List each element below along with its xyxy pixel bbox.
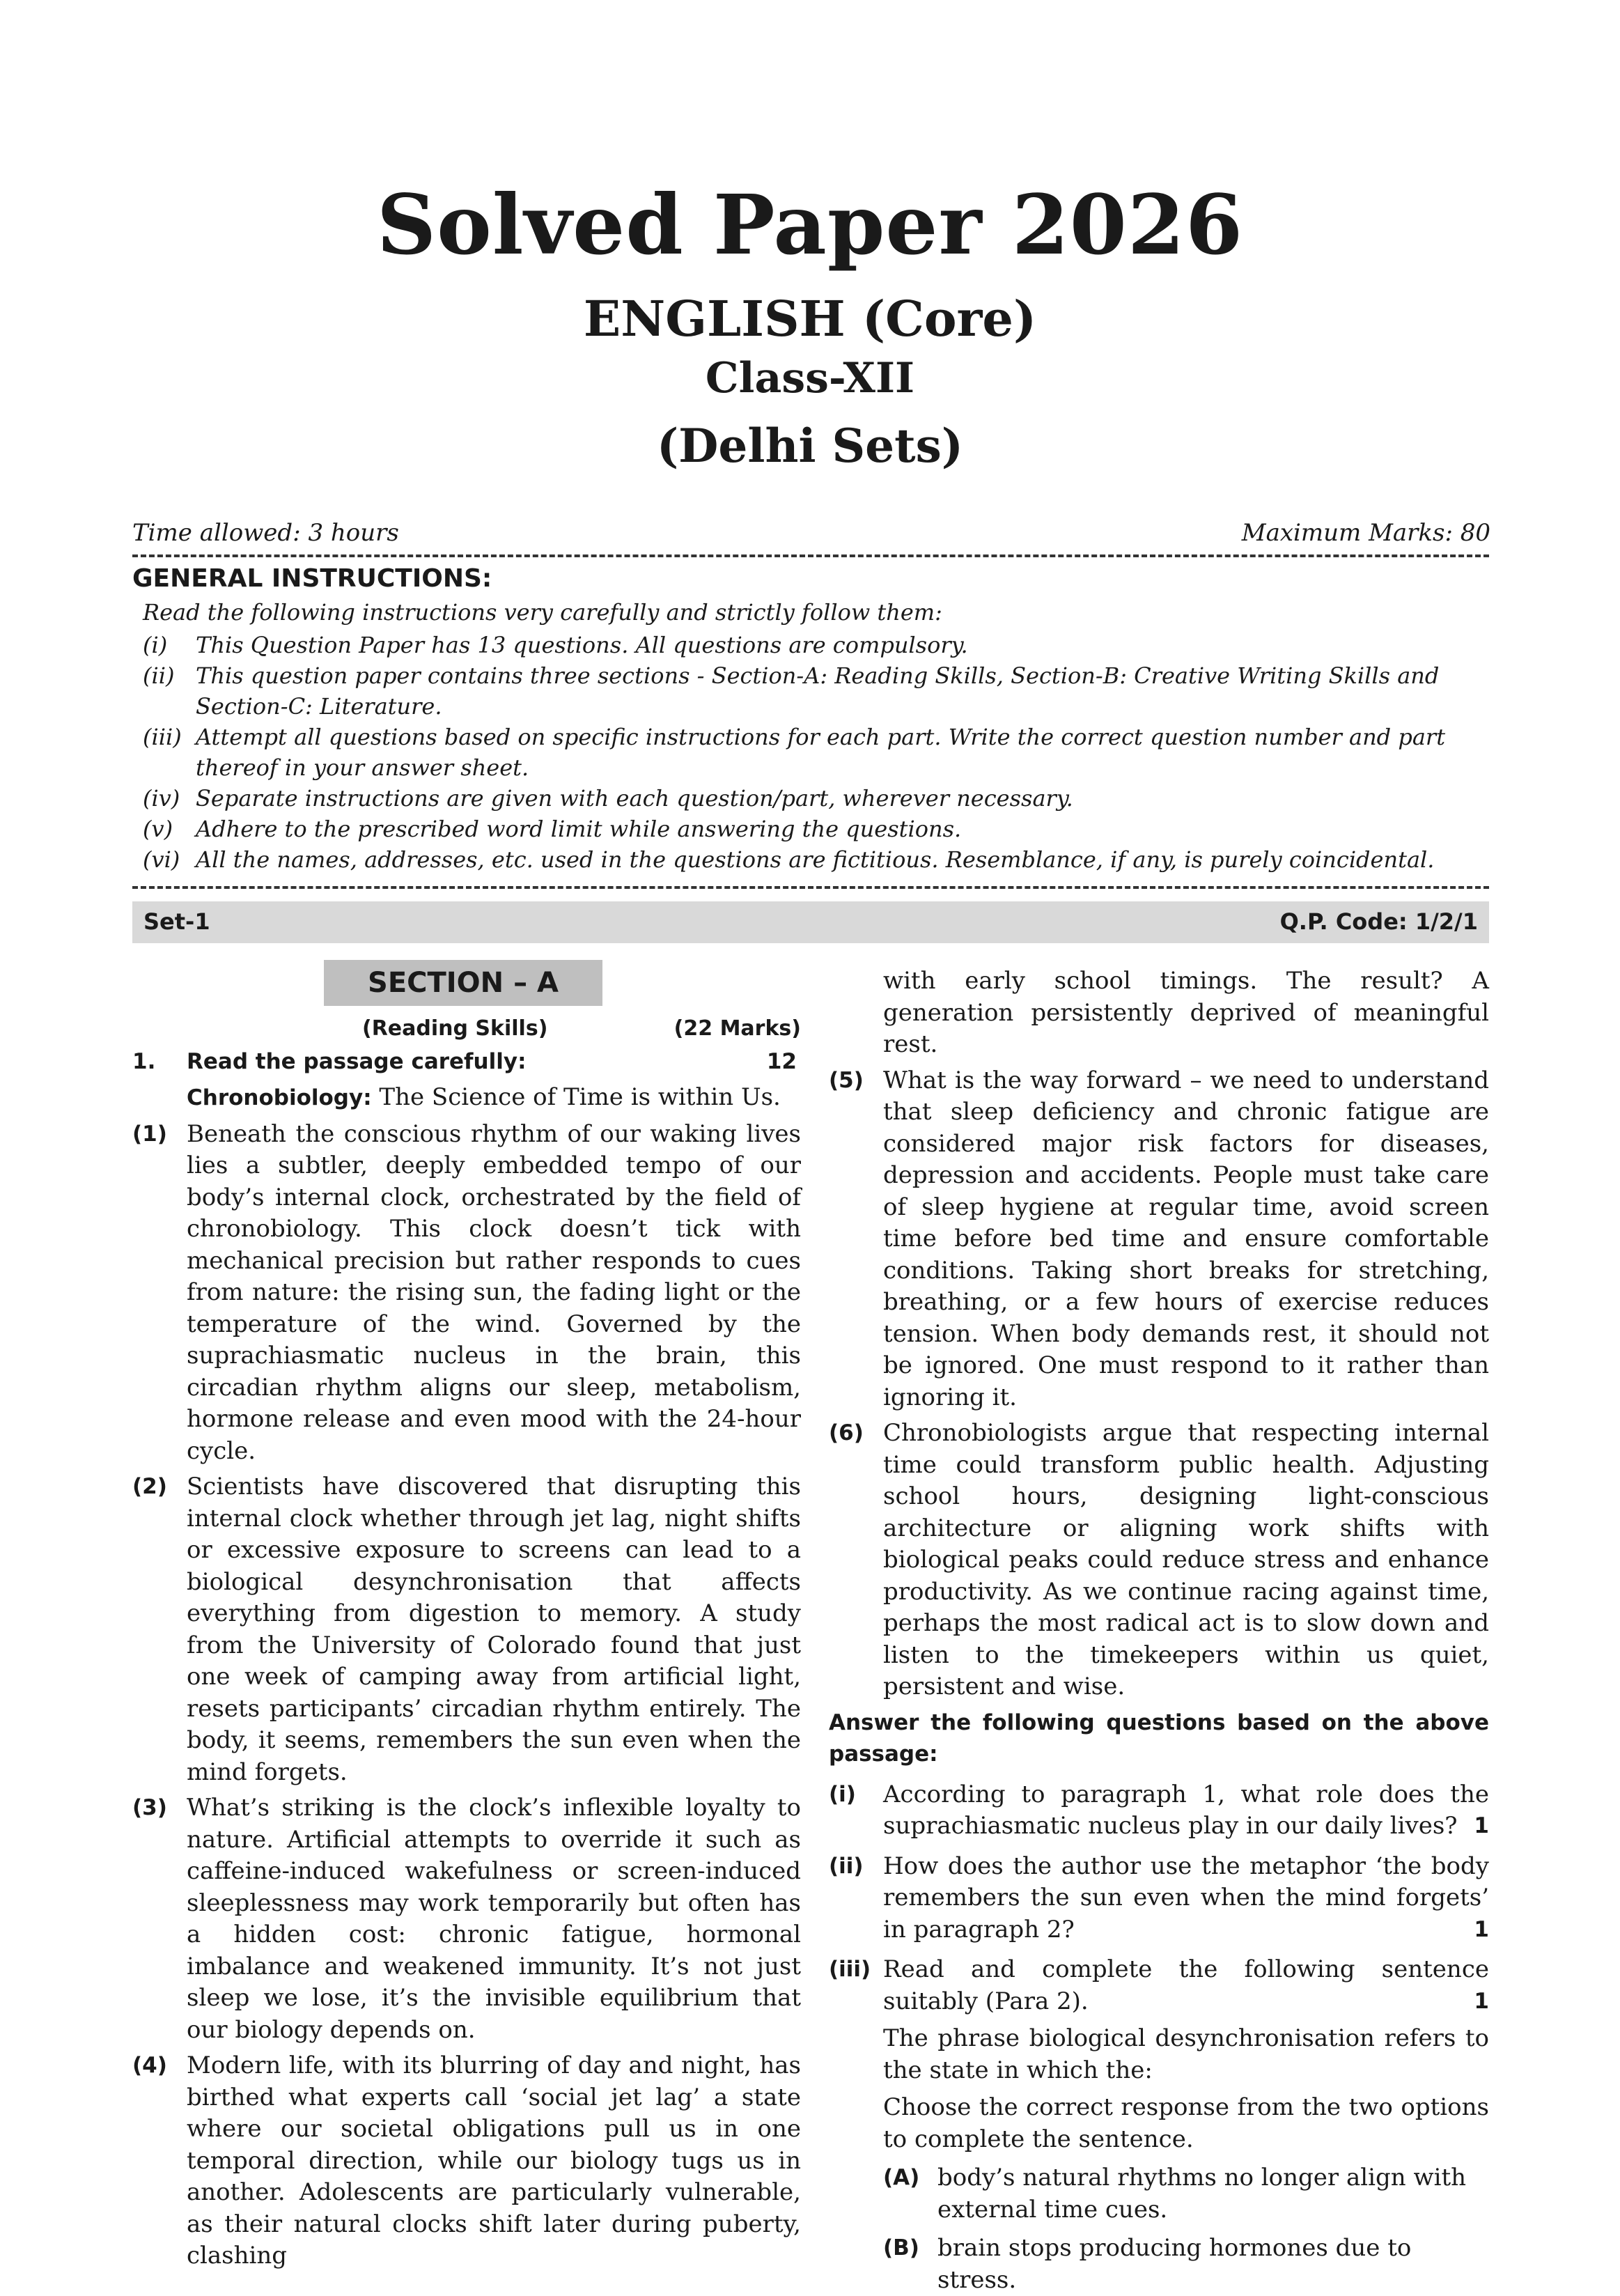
sub-question-text: Read and complete the following sentence suitably (Para 2). (883, 1955, 1489, 2015)
instruction-number: (vi) (143, 846, 180, 873)
sub-question-text-wrap (883, 1954, 1489, 2017)
paragraph-number: (4) (132, 2053, 167, 2078)
paragraph (132, 1471, 801, 1788)
option-b (829, 2233, 1489, 2296)
question-text: Read the passage carefully: (187, 1048, 527, 1074)
option-label: (B) (883, 2235, 919, 2260)
paragraph-text: Scientists have discovered that disrupting this internal clock whether through jet lag, night shifts or excessive exposure to screens can lead to a biological desynchronisation that affects everything from digestion to memory. A study from the University of Colorado found that just one week of camping away from artificial light, resets participants’ circadian rhythm entirely. The body, it seems, remembers the sun even when the mind forgets. (187, 1473, 801, 1786)
set-label: Set-1 (143, 908, 210, 935)
paragraph-number: (5) (829, 1067, 864, 1093)
sub-question (829, 1779, 1489, 1843)
paragraph-text: What’s striking is the clock’s inflexible loyalty to nature. Artificial attempts to override it such as caffeine-induced wakefulness or screen-induced sleeplessness may work temporarily but often has a hidden cost: chronic fatigue, hormonal imbalance and weakened immunity. It’s not just sleep we lose, it’s the invisible equilibrium that our biology depends on. (187, 1794, 801, 2044)
dashed-divider-bottom (132, 886, 1489, 889)
set-bar (132, 901, 1489, 943)
instruction-text: All the names, addresses, etc. used in the questions are fictitious. Resemblance, if any, is purely coincidental. (196, 846, 1435, 873)
paragraph-text: What is the way forward – we need to understand that sleep deficiency and chronic fatigue are considered major risk factors for diseases, depression and accidents. People must take care of sleep hygiene at regular time, avoid screen time before bed time and ensure comfortable conditions. Taking short breaks for stretching, breathing, or a few hours of exercise reduces tension. When body demands rest, it should not be ignored. One must respond to it rather than ignoring it. (883, 1066, 1489, 1411)
instruction-number: (v) (143, 816, 173, 842)
sub-question-number: (iii) (829, 1957, 871, 1982)
paragraph-text: Beneath the conscious rhythm of our waking lives lies a subtler, deeply embedded tempo of our body’s internal clock, orchestrated by the field of chronobiology. This clock doesn’t tick with mechanical precision but rather responds to cues from nature: the rising sun, the fading light or the temperature of the wind. Governed by the suprachiasmatic nucleus in the brain, this circadian rhythm aligns our sleep, metabolism, hormone release and even mood with the 24-hour cycle. (187, 1119, 801, 1465)
paragraph (829, 1418, 1489, 1703)
passage-title-bold: Chronobiology: (187, 1085, 372, 1110)
option-label: (A) (883, 2165, 920, 2190)
passage-title (132, 1082, 801, 1115)
option-text: body’s natural rhythms no longer align with external time cues. (937, 2164, 1467, 2224)
sub-question-number: (i) (829, 1781, 856, 1807)
sub-question-marks: 1 (1474, 1988, 1489, 2014)
paragraph-text: Chronobiologists argue that respecting internal time could transform public health. Adjusting school hours, designing light-conscious architecture or aligning work shifts with biological peaks could reduce stress and enhance productivity. As we continue racing against time, perhaps the most radical act is to slow down and listen to the timekeepers within us quiet, persistent and wise. (883, 1419, 1489, 1700)
paragraph-text: Modern life, with its blurring of day and night, has birthed what experts call ‘social jet lag’ a state where our societal obligations pull us in one temporal direction, while our biology tugs us in another. Adolescents are particularly vulnerable, as their natural clocks shift later during puberty, clashing (187, 2051, 801, 2270)
paragraph-number: (6) (829, 1420, 864, 1445)
passage-title-rest: The Science of Time is within Us. (371, 1083, 781, 1111)
option-text: brain stops producing hormones due to stress. (937, 2234, 1412, 2294)
question-1-row (132, 1046, 801, 1078)
section-subtitle: (Reading Skills) (362, 1016, 548, 1041)
instruction-number: (iv) (143, 785, 180, 812)
instruction-text: Adhere to the prescribed word limit while answering the questions. (196, 816, 962, 842)
right-column (829, 960, 1489, 2296)
instruction-item (143, 630, 1487, 660)
paragraph-continuation: with early school timings. The result? A generation persistently deprived of meaningful rest. (883, 967, 1489, 1058)
paragraph (132, 1792, 801, 2046)
sets-heading: (Delhi Sets) (656, 419, 964, 473)
maximum-marks: Maximum Marks: 80 (1241, 519, 1490, 547)
instruction-text: This question paper contains three sections - Section-A: Reading Skills, Section-B: Creative Writing Skills and Section-C: Literature. (196, 662, 1440, 720)
sub-question-number: (ii) (829, 1853, 864, 1879)
instructions-intro: Read the following instructions very carefully and strictly follow them: (143, 599, 942, 626)
instruction-item (143, 844, 1487, 875)
paragraph-number: (2) (132, 1474, 167, 1499)
qp-code: Q.P. Code: 1/2/1 (1279, 908, 1478, 935)
page-title: Solved Paper 2026 (376, 176, 1244, 273)
sub-question-text-wrap (883, 1779, 1489, 1843)
section-title: SECTION – A (324, 960, 602, 1006)
sub-question (829, 1851, 1489, 1946)
paragraph-number: (1) (132, 1121, 167, 1147)
option-a (829, 2162, 1489, 2226)
instructions-heading: GENERAL INSTRUCTIONS: (132, 564, 492, 593)
instruction-text: Attempt all questions based on specific instructions for each part. Write the correct question number and part thereof in your answer sheet. (196, 724, 1446, 781)
time-allowed: Time allowed: 3 hours (132, 519, 399, 547)
subject-heading: ENGLISH (Core) (583, 290, 1037, 348)
question-number: 1. (132, 1048, 156, 1074)
sub-question-text: According to paragraph 1, what role does the suprachiasmatic nucleus play in our daily lives? (883, 1780, 1489, 1840)
left-column (132, 960, 801, 2272)
instruction-item (143, 814, 1487, 844)
paragraph (132, 1119, 801, 1468)
sub-question (829, 1954, 1489, 2017)
dashed-divider-top (132, 554, 1489, 557)
paragraph-number: (3) (132, 1795, 167, 1820)
section-subtitle-row (132, 1013, 801, 1045)
sub-question-marks: 1 (1474, 1916, 1489, 1942)
instruction-text: This Question Paper has 13 questions. All questions are compulsory. (196, 632, 968, 658)
instruction-number: (i) (143, 632, 168, 658)
instruction-text: Separate instructions are given with each question/part, wherever necessary. (196, 785, 1073, 812)
instruction-number: (iii) (143, 724, 182, 750)
paragraph (829, 1065, 1489, 1414)
answer-heading: Answer the following questions based on the above passage: (829, 1709, 1489, 1767)
instruction-number: (ii) (143, 662, 175, 689)
section-marks: (22 Marks) (673, 1016, 801, 1041)
instruction-item (143, 783, 1487, 814)
phrase-text: The phrase biological desynchronisation refers to the state in which the: (883, 2024, 1489, 2084)
sub-question-text-wrap (883, 1851, 1489, 1946)
instruction-item (143, 722, 1487, 783)
choose-instruction: Choose the correct response from the two options to complete the sentence. (883, 2093, 1489, 2153)
sub-question-text: How does the author use the metaphor ‘the body remembers the sun even when the mind forgets’ in paragraph 2? (883, 1852, 1489, 1944)
instruction-item (143, 660, 1487, 722)
class-heading: Class-XII (705, 354, 915, 403)
sub-question-marks: 1 (1474, 1813, 1489, 1838)
question-marks: 12 (766, 1048, 797, 1074)
paragraph (132, 2050, 801, 2272)
instructions-list (143, 630, 1487, 875)
